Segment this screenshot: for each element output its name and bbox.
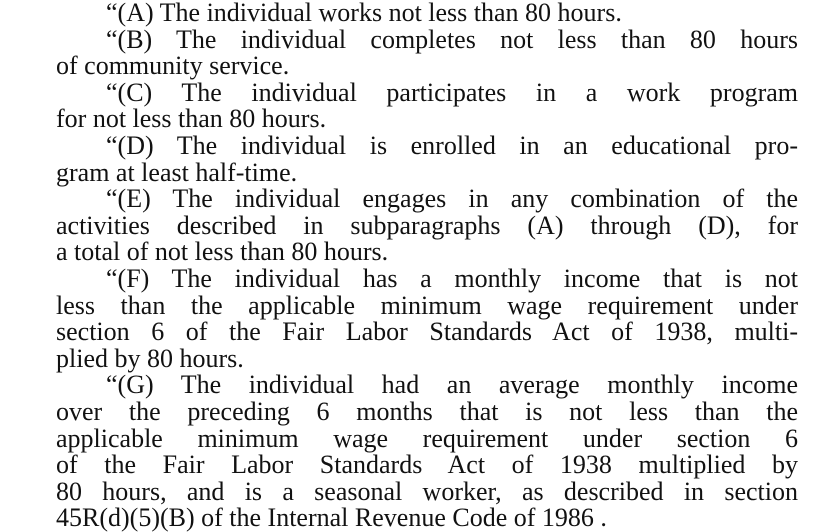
- paragraph-b: [56, 24, 798, 81]
- text-line: for not less than 80 hours.: [56, 104, 327, 134]
- text-line: activities described in subparagraphs (A) through (D), for: [56, 210, 798, 240]
- text-line: “(D) The individual is enrolled in an educational pro-: [106, 130, 798, 160]
- text-line: of community service.: [56, 51, 290, 81]
- text-line: a total of not less than 80 hours.: [56, 237, 389, 267]
- paragraph-d: [56, 130, 798, 187]
- text-line: “(F) The individual has a monthly income that is not: [106, 263, 798, 293]
- paragraph-e: [56, 186, 798, 266]
- paragraph-a: [56, 0, 798, 27]
- paragraph-f: [56, 263, 798, 373]
- text-line: gram at least half-time.: [56, 157, 298, 187]
- text-line: 80 hours, and is a seasonal worker, as described in section: [56, 476, 798, 506]
- text-line: 45R(d)(5)(B) of the Internal Revenue Code of 1986 .: [56, 503, 607, 532]
- text-line: “(C) The individual participates in a work program: [106, 77, 798, 107]
- text-line: “(G) The individual had an average monthly income: [106, 370, 798, 400]
- paragraph-g: [56, 372, 798, 532]
- paragraph-c: [56, 77, 798, 134]
- text-line: applicable minimum wage requirement under section 6: [56, 423, 798, 453]
- document-text: [56, 0, 798, 532]
- text-line: section 6 of the Fair Labor Standards Act of 1938, multi-: [56, 317, 798, 347]
- text-line: “(E) The individual engages in any combination of the: [106, 184, 798, 214]
- text-line: less than the applicable minimum wage requirement under: [56, 290, 798, 320]
- text-line: of the Fair Labor Standards Act of 1938 multiplied by: [56, 450, 798, 480]
- text-line: plied by 80 hours.: [56, 343, 244, 373]
- text-line: “(A) The individual works not less than 80 hours.: [106, 0, 622, 27]
- text-line: over the preceding 6 months that is not less than the: [56, 396, 798, 426]
- text-line: “(B) The individual completes not less than 80 hours: [106, 24, 798, 54]
